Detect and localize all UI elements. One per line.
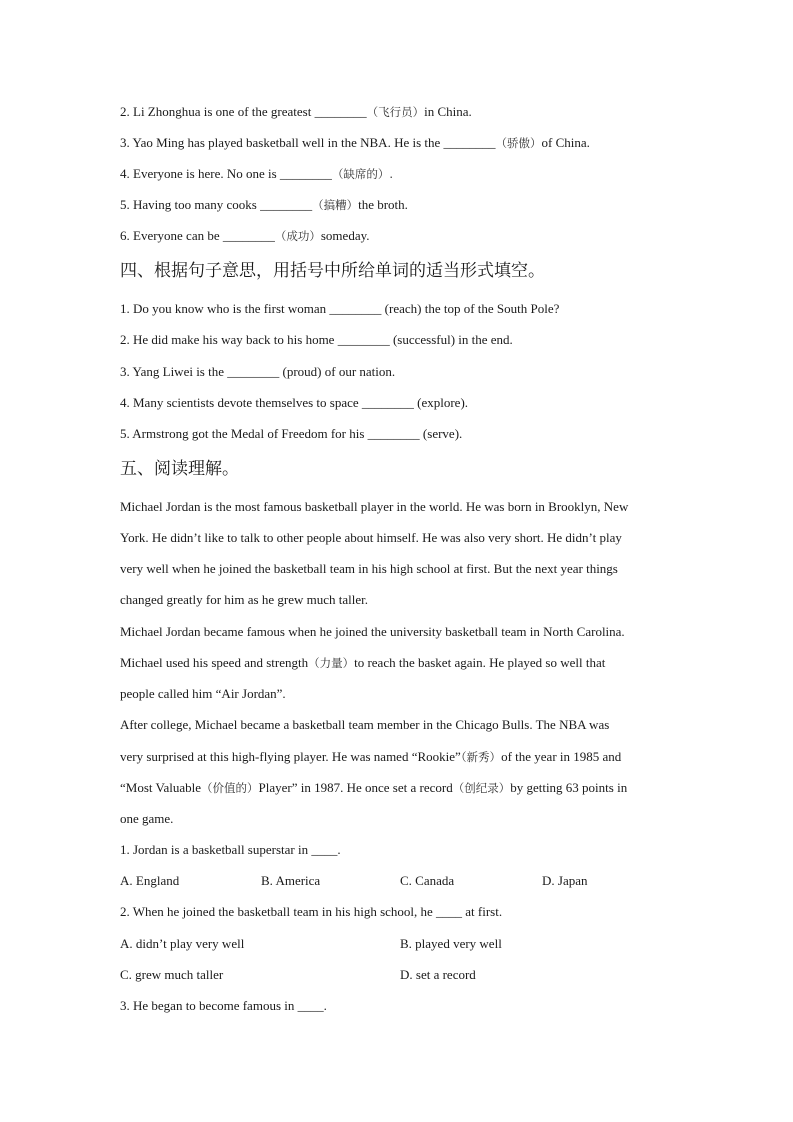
exercise-item: 6. Everyone can be ________（成功）someday. <box>120 228 370 243</box>
passage-line: one game. <box>120 811 174 826</box>
option: D. Japan <box>542 873 588 888</box>
section-heading: 五、阅读理解。 <box>120 459 239 479</box>
exercise-item: 3. Yao Ming has played basketball well in the NBA. He is the ________（骄傲）of China. <box>120 135 590 150</box>
exercise-item: 2. Li Zhonghua is one of the greatest ________（飞行员）in China. <box>120 104 472 119</box>
passage-line: Michael Jordan became famous when he joined the university basketball team in North Carolina. <box>120 624 625 639</box>
passage-line: very surprised at this high-flying player. He was named “Rookie”（新秀）of the year in 1985 and <box>120 749 622 764</box>
passage-line: people called him “Air Jordan”. <box>120 686 286 701</box>
option: D. set a record <box>400 967 476 982</box>
passage-line: “Most Valuable（价值的）Player” in 1987. He once set a record（创纪录）by getting 63 points in <box>120 780 628 795</box>
option: A. didn’t play very well <box>120 936 245 951</box>
exercise-item: 2. He did make his way back to his home ________ (successful) in the end. <box>120 332 513 347</box>
passage-line: After college, Michael became a basketball team member in the Chicago Bulls. The NBA was <box>120 717 610 732</box>
section-heading: 四、根据句子意思，用括号中所给单词的适当形式填空。 <box>120 261 545 281</box>
question: 3. He began to become famous in ____. <box>120 998 327 1013</box>
question: 1. Jordan is a basketball superstar in ____. <box>120 842 341 857</box>
passage-line: Michael used his speed and strength（力量）to reach the basket again. He played so well that <box>120 655 606 670</box>
passage-line: very well when he joined the basketball team in his high school at first. But the next year things <box>120 561 618 576</box>
passage-line: changed greatly for him as he grew much taller. <box>120 592 368 607</box>
exercise-item: 3. Yang Liwei is the ________ (proud) of our nation. <box>120 364 396 379</box>
exercise-item: 5. Having too many cooks ________（搞糟）the broth. <box>120 197 408 212</box>
exercise-item: 1. Do you know who is the first woman ________ (reach) the top of the South Pole? <box>120 301 560 316</box>
option: B. played very well <box>400 936 502 951</box>
option: C. grew much taller <box>120 967 224 982</box>
option: B. America <box>261 873 321 888</box>
passage-line: York. He didn’t like to talk to other people about himself. He was also very short. He didn’t play <box>120 530 622 545</box>
option: A. England <box>120 873 180 888</box>
passage-line: Michael Jordan is the most famous basketball player in the world. He was born in Brooklyn, New <box>120 499 629 514</box>
exercise-item: 4. Many scientists devote themselves to space ________ (explore). <box>120 395 469 410</box>
question: 2. When he joined the basketball team in his high school, he ____ at first. <box>120 904 503 919</box>
exercise-item: 4. Everyone is here. No one is ________（缺席的）. <box>120 166 394 181</box>
option: C. Canada <box>400 873 455 888</box>
exercise-item: 5. Armstrong got the Medal of Freedom for his ________ (serve). <box>120 426 463 441</box>
